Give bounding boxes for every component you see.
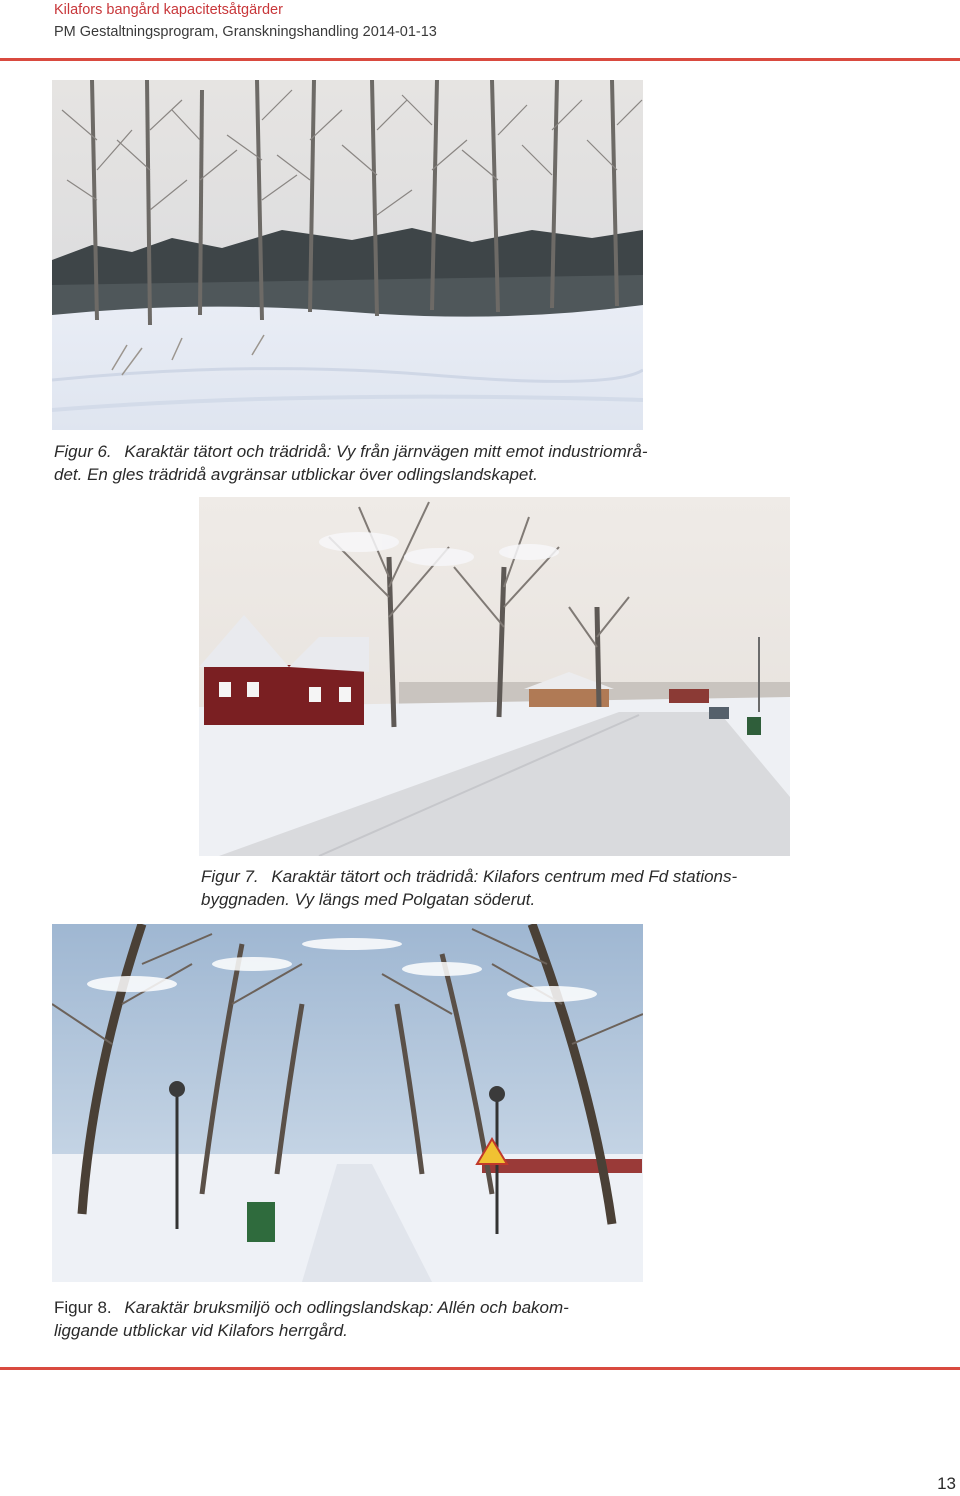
figure-6-photo: [52, 80, 643, 430]
document-title: Kilafors bangård kapacitetsåtgärder: [54, 2, 283, 18]
figure-7-caption-line2: byggnaden. Vy längs med Polgatan söderut.: [201, 890, 536, 909]
figure-8-caption-line2: liggande utblickar vid Kilafors herrgård.: [54, 1321, 348, 1340]
figure-8-photo: [52, 924, 643, 1282]
document-subtitle: PM Gestaltningsprogram, Granskningshandling 2014-01-13: [54, 24, 437, 40]
figure-8-label: Figur 8.: [54, 1298, 112, 1317]
figure-7-caption-line1: Karaktär tätort och trädridå: Kilafors centrum med Fd stations-: [271, 867, 738, 886]
figure-7-label: Figur 7.: [201, 867, 259, 886]
figure-6-caption-line1: Karaktär tätort och trädridå: Vy från järnvägen mitt emot industriområ-: [124, 442, 648, 461]
figure-8-caption-line1: Karaktär bruksmiljö och odlingslandskap: Allén och bakom-: [124, 1298, 569, 1317]
page-number: 13: [937, 1474, 956, 1493]
footer-divider: [0, 1367, 960, 1370]
figure-6-label: Figur 6.: [54, 442, 112, 461]
header-divider: [0, 58, 960, 61]
figure-6-caption: [54, 440, 694, 486]
figure-8-caption: [54, 1296, 654, 1342]
figure-7-caption: [201, 865, 781, 911]
figure-7-photo: [199, 497, 790, 856]
figure-6-caption-line2: det. En gles trädridå avgränsar utblickar över odlingslandskapet.: [54, 465, 538, 484]
